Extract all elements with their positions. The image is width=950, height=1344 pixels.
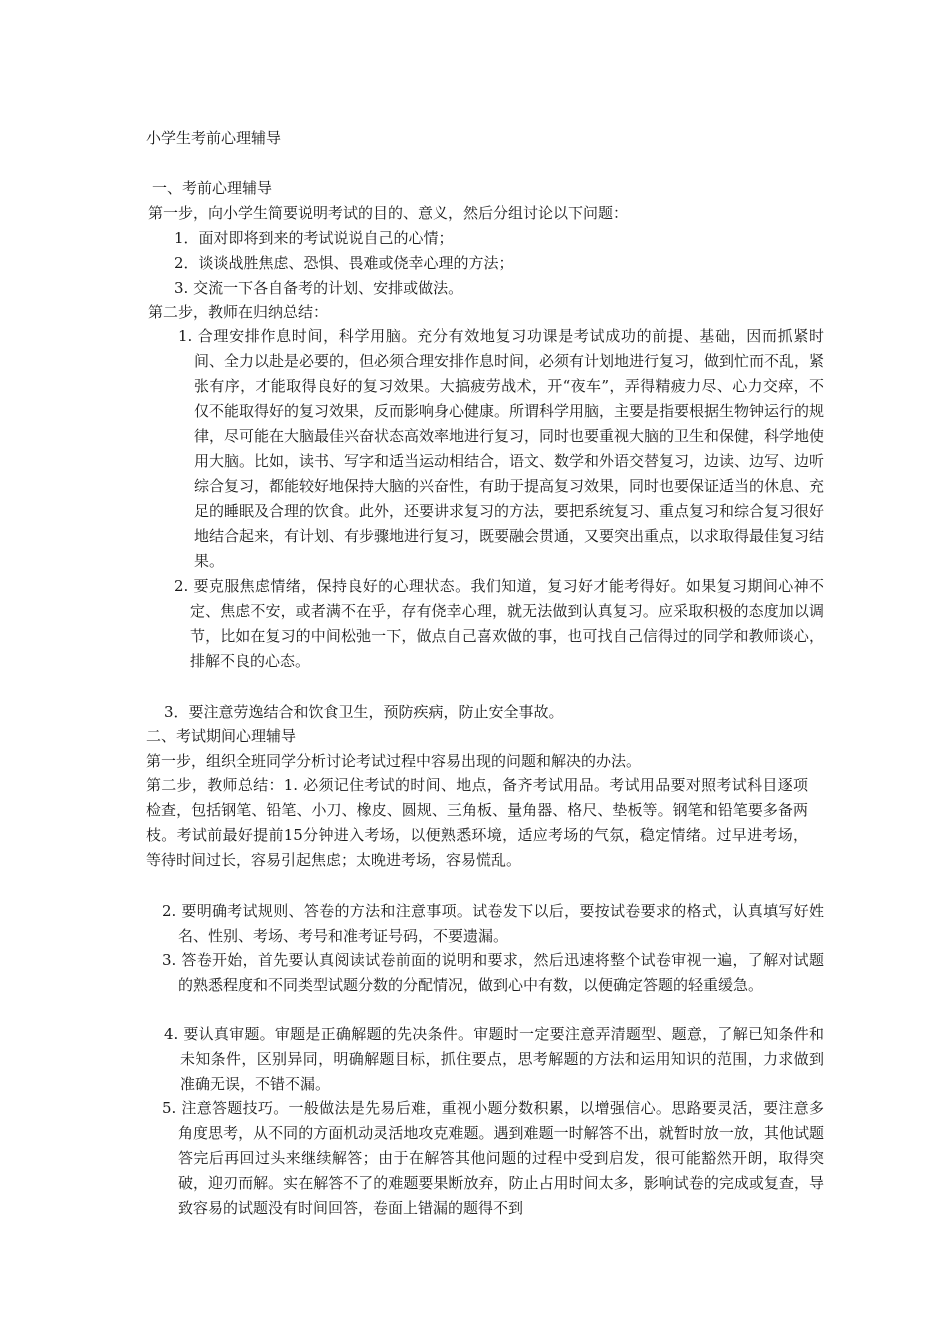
s1-point-2: 2. 要克服焦虑情绪，保持良好的心理状态。我们知道，复习好才能考得好。如果复习期间心神不定、焦虑不安，或者满不在乎，存有侥幸心理，就无法做到认真复习。应采取积极的态度加以调节，比如在复习的中间松弛一下，做点自己喜欢做的事，也可找自己信得过的同学和教师谈心，排解不良的心态。	[174, 577, 824, 670]
section-2-heading: 二、考试期间心理辅导	[146, 727, 297, 745]
s1-question-1: 1．面对即将到来的考试说说自己的心情；	[174, 229, 454, 247]
s2-point-5: 5. 注意答题技巧。一般做法是先易后难，重视小题分数积累，以增强信心。思路要灵活，要注意多角度思考，从不同的方面机动灵活地攻克难题。遇到难题一时解答不出，就暂时放一放，其他试题答完后再回过头来继续解答；由于在解答其他问题的过程中受到启发，很可能豁然开朗，取得突破，迎刃而解。实在解答不了的难题要果断放弃，防止占用时间太多，影响试卷的完成或复查，导致容易的试题没有时间回答，卷面上错漏的题得不到	[162, 1099, 824, 1217]
s2-point-3: 3. 答卷开始，首先要认真阅读试卷前面的说明和要求，然后迅速将整个试卷审视一遍，了解对试题的熟悉程度和不同类型试题分数的分配情况，做到心中有数，以便确定答题的轻重缓急。	[162, 951, 824, 994]
s1-point-1: 1. 合理安排作息时间，科学用脑。充分有效地复习功课是考试成功的前提、基础，因而抓紧时间、全力以赴是必要的，但必须合理安排作息时间，必须有计划地进行复习，做到忙而不乱，紧张有序，才能取得良好的复习效果。大搞疲劳战术，开“夜车”，弄得精疲力尽、心力交瘁，不仅不能取得好的复习效果，反而影响身心健康。所谓科学用脑，主要是指要根据生物钟运行的规律，尽可能在大脑最佳兴奋状态高效率地进行复习，同时也要重视大脑的卫生和保健，科学地使用大脑。比如，读书、写字和适当运动相结合，语文、数学和外语交替复习，边读、边写、边听综合复习，都能较好地保持大脑的兴奋性，有助于提高复习效果，同时也要保证适当的休息、充足的睡眠及合理的饮食。此外，还要讲求复习的方法，要把系统复习、重点复习和综合复习很好地结合起来，有计划、有步骤地进行复习，既要融会贯通，又要突出重点，以求取得最佳复习结果。	[178, 327, 825, 570]
s2-point-2: 2. 要明确考试规则、答卷的方法和注意事项。试卷发下以后，要按试卷要求的格式，认真填写好姓名、性别、考场、考号和准考证号码，不要遗漏。	[162, 902, 824, 945]
s2-point-4: 4. 要认真审题。审题是正确解题的先决条件。审题时一定要注意弄清题型、题意，了解已知条件和未知条件，区别异同，明确解题目标，抓住要点，思考解题的方法和运用知识的范围，力求做到准确无误，不错不漏。	[164, 1025, 824, 1093]
s1-point-3: 3．要注意劳逸结合和饮食卫生，预防疾病，防止安全事故。	[164, 703, 564, 721]
section-1-heading: 一、考前心理辅导	[152, 179, 273, 197]
s2-step1: 第一步，组织全班同学分析讨论考试过程中容易出现的问题和解决的办法。	[146, 752, 642, 770]
s1-question-2: 2．谈谈战胜焦虑、恐惧、畏难或侥幸心理的方法；	[174, 254, 514, 272]
s1-question-3: 3. 交流一下各自备考的计划、安排或做法。	[174, 279, 464, 297]
s1-step1: 第一步，向小学生简要说明考试的目的、意义，然后分组讨论以下问题：	[148, 204, 629, 222]
s1-step2: 第二步，教师在归纳总结：	[148, 303, 329, 321]
s2-step2: 第二步，教师总结：1. 必须记住考试的时间、地点，备齐考试用品。考试用品要对照考试科目逐项检查，包括钢笔、铅笔、小刀、橡皮、圆规、三角板、量角器、格尺、垫板等。钢笔和铅笔要多备两枝。考试前最好提前15分钟进入考场，以便熟悉环境，适应考场的气氛，稳定情绪。过早进考场，等待时间过长，容易引起焦虑；太晚进考场，容易慌乱。	[146, 776, 808, 869]
doc-title: 小学生考前心理辅导	[146, 129, 282, 147]
